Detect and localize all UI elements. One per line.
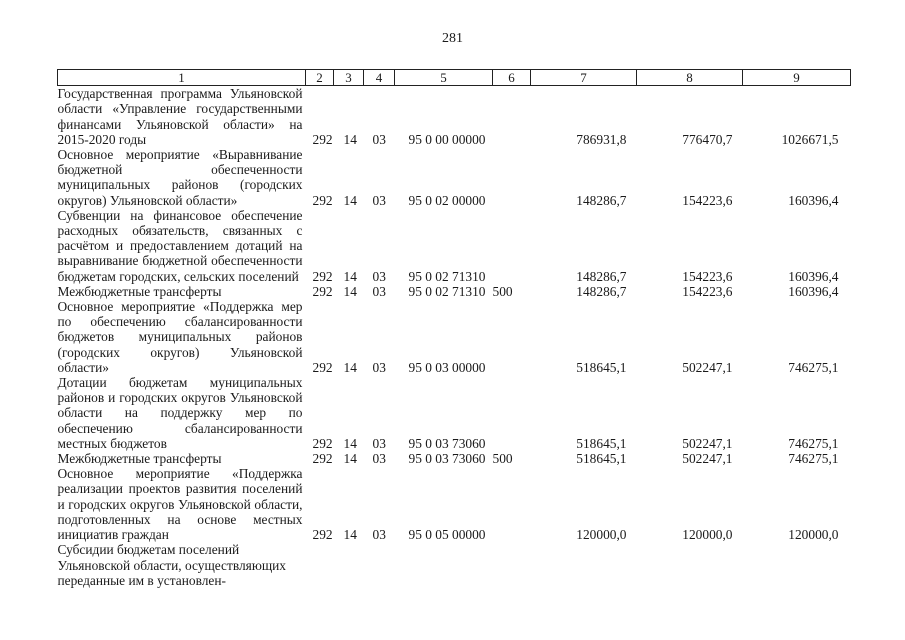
table-row: [58, 208, 851, 284]
row-value-9: 160396,4: [788, 192, 839, 208]
row-code-6: 500: [492, 283, 513, 299]
table-row: [58, 466, 851, 542]
row-code-4: 03: [372, 359, 386, 375]
row-code-3: 14: [343, 192, 357, 208]
header-col-4: 4: [364, 70, 395, 86]
row-name: Субсидии бюджетам поселений Ульяновской области, осуществляющих переданные им в установлен-: [57, 542, 286, 588]
table-row: [58, 375, 851, 451]
row-code-2: [306, 542, 334, 588]
row-code-3: 14: [343, 359, 357, 375]
row-code-5: 95 0 02 71310: [408, 268, 486, 284]
row-code-2: 292: [312, 359, 333, 375]
row-value-9: 746275,1: [788, 451, 839, 467]
row-code-3: 14: [343, 435, 357, 451]
row-code-2: 292: [312, 131, 333, 147]
header-col-7: 7: [531, 70, 637, 86]
row-name: Межбюджетные трансферты: [57, 451, 222, 467]
row-code-4: 03: [372, 192, 386, 208]
row-code-6: [493, 86, 531, 147]
row-value-8: 776470,7: [682, 131, 733, 147]
row-value-8: 154223,6: [682, 192, 733, 208]
row-code-5: 95 0 05 00000: [408, 527, 486, 543]
row-value-7: 518645,1: [576, 451, 627, 467]
row-value-9: 120000,0: [788, 527, 839, 543]
row-value-7: [531, 542, 637, 588]
header-col-9: 9: [743, 70, 851, 86]
row-value-7: 120000,0: [576, 527, 627, 543]
row-code-2: 292: [312, 192, 333, 208]
row-code-3: 14: [343, 131, 357, 147]
row-value-8: 502247,1: [682, 451, 733, 467]
row-value-8: 502247,1: [682, 359, 733, 375]
table-row: [58, 542, 851, 588]
header-col-1: 1: [58, 70, 306, 86]
row-code-5: 95 0 00 00000: [408, 131, 486, 147]
row-code-6: 500: [492, 451, 513, 467]
row-code-4: 03: [372, 131, 386, 147]
row-name: Основное мероприятие «Поддержка мер по обеспечению сбалансированности бюджетов муниципальных районов (городских округов) Ульяновской области»: [57, 299, 303, 375]
header-col-3: 3: [334, 70, 364, 86]
row-code-5: [395, 542, 493, 588]
row-code-6: [493, 299, 531, 375]
row-value-8: 154223,6: [682, 268, 733, 284]
table-header-row: [58, 70, 851, 86]
row-code-2: 292: [312, 451, 333, 467]
row-code-2: 292: [312, 283, 333, 299]
row-name: Субвенции на финансовое обеспечение расходных обязательств, связанных с расчётом и предоставлением дотаций на выравнивание бюджетной обеспеченности бюджетам городских, сельских поселений: [57, 207, 303, 284]
row-name: Государственная программа Ульяновской области «Управление государственными финансами Ульяновской области» на 2015-2020 годы: [57, 86, 303, 147]
row-value-8: 154223,6: [682, 283, 733, 299]
row-code-6: [493, 208, 531, 284]
row-code-6: [493, 466, 531, 542]
row-code-5: 95 0 03 73060: [408, 451, 486, 467]
row-value-9: 160396,4: [788, 268, 839, 284]
row-value-9: 160396,4: [788, 283, 839, 299]
header-col-2: 2: [306, 70, 334, 86]
header-col-6: 6: [493, 70, 531, 86]
row-code-4: 03: [372, 268, 386, 284]
row-value-9: 746275,1: [788, 359, 839, 375]
row-code-3: 14: [343, 268, 357, 284]
row-code-3: 14: [343, 451, 357, 467]
row-code-4: [364, 542, 395, 588]
row-code-3: [334, 542, 364, 588]
row-code-3: 14: [343, 283, 357, 299]
table-row: [58, 86, 851, 147]
row-code-3: 14: [343, 527, 357, 543]
row-value-9: 746275,1: [788, 435, 839, 451]
header-col-8: 8: [637, 70, 743, 86]
row-code-6: [493, 542, 531, 588]
row-value-7: 148286,7: [576, 192, 627, 208]
row-value-8: [637, 542, 743, 588]
row-code-5: 95 0 02 71310: [408, 283, 486, 299]
row-code-4: 03: [372, 283, 386, 299]
row-name: Межбюджетные трансферты: [57, 283, 222, 299]
row-code-6: [493, 147, 531, 208]
header-col-5: 5: [395, 70, 493, 86]
row-code-4: 03: [372, 527, 386, 543]
table-row: [58, 284, 851, 299]
table-row: [58, 147, 851, 208]
row-value-7: 786931,8: [576, 131, 627, 147]
table-row: [58, 299, 851, 375]
row-code-6: [493, 375, 531, 451]
row-code-5: 95 0 03 00000: [408, 359, 486, 375]
row-value-9: 1026671,5: [781, 131, 839, 147]
row-value-7: 148286,7: [576, 283, 627, 299]
page-number: 281: [442, 31, 463, 46]
row-value-7: 518645,1: [576, 435, 627, 451]
row-value-7: 518645,1: [576, 359, 627, 375]
row-code-5: 95 0 03 73060: [408, 435, 486, 451]
row-code-2: 292: [312, 268, 333, 284]
row-value-9: [743, 542, 851, 588]
row-value-8: 502247,1: [682, 435, 733, 451]
row-code-4: 03: [372, 451, 386, 467]
row-name: Дотации бюджетам муниципальных районов и городских округов Ульяновской области на поддержку мер по обеспечению сбалансированности местных бюджетов: [57, 375, 303, 451]
row-name: Основное мероприятие «Выравнивание бюджетной обеспеченности муниципальных районов (городских округов) Ульяновской области»: [57, 147, 303, 208]
row-code-5: 95 0 02 00000: [408, 192, 486, 208]
row-value-7: 148286,7: [576, 268, 627, 284]
budget-table: [57, 69, 851, 588]
table-row: [58, 451, 851, 466]
row-code-2: 292: [312, 435, 333, 451]
row-code-4: 03: [372, 435, 386, 451]
row-code-2: 292: [312, 527, 333, 543]
row-value-8: 120000,0: [682, 527, 733, 543]
row-name: Основное мероприятие «Поддержка реализации проектов развития поселений и городских округов Ульяновской области, подготовленных на основе местных инициатив граждан: [57, 466, 303, 543]
